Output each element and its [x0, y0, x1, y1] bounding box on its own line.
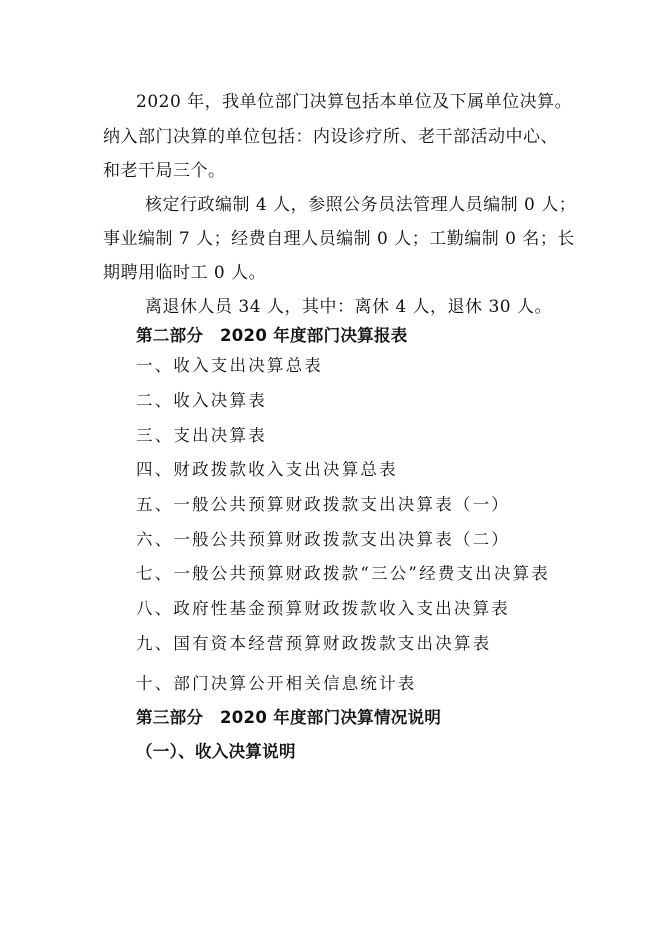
intro-para3: 离退休人员 34 人，其中：离休 4 人，退休 30 人。 [145, 297, 553, 317]
report-list-item-4: 四、财政拨款收入支出决算总表 [136, 460, 398, 479]
report-list-item-10: 十、部门决算公开相关信息统计表 [136, 674, 417, 693]
report-list-item-7: 七、一般公共预算财政拨款“三公”经费支出决算表 [136, 564, 550, 583]
intro-para1-line1: 2020 年，我单位部门决算包括本单位及下属单位决算。 [136, 92, 573, 112]
intro-para2-line1: 核定行政编制 4 人，参照公务员法管理人员编制 0 人； [145, 195, 577, 215]
report-list-item-1: 一、收入支出决算总表 [136, 356, 323, 375]
intro-para2-line2: 事业编制 7 人；经费自理人员编制 0 人；工勤编制 0 名；长 [103, 229, 575, 249]
part3-heading: 第三部分 2020 年度部门决算情况说明 [136, 708, 442, 727]
part3-subheading: （一）、收入决算说明 [136, 742, 296, 761]
report-list-item-5: 五、一般公共预算财政拨款支出决算表（一） [136, 495, 510, 514]
report-list-item-6: 六、一般公共预算财政拨款支出决算表（二） [136, 530, 510, 549]
report-list-item-8: 八、政府性基金预算财政拨款收入支出决算表 [136, 599, 510, 618]
report-list-item-9: 九、国有资本经营预算财政拨款支出决算表 [136, 634, 492, 653]
part2-heading: 第二部分 2020 年度部门决算报表 [136, 326, 408, 345]
intro-para2-line3: 期聘用临时工 0 人。 [103, 263, 267, 283]
intro-para1-line3: 和老干局三个。 [103, 161, 226, 181]
report-list-item-2: 二、收入决算表 [136, 391, 267, 410]
report-list-item-3: 三、支出决算表 [136, 426, 267, 445]
intro-para1-line2: 纳入部门决算的单位包括：内设诊疗所、老干部活动中心、 [103, 127, 558, 147]
